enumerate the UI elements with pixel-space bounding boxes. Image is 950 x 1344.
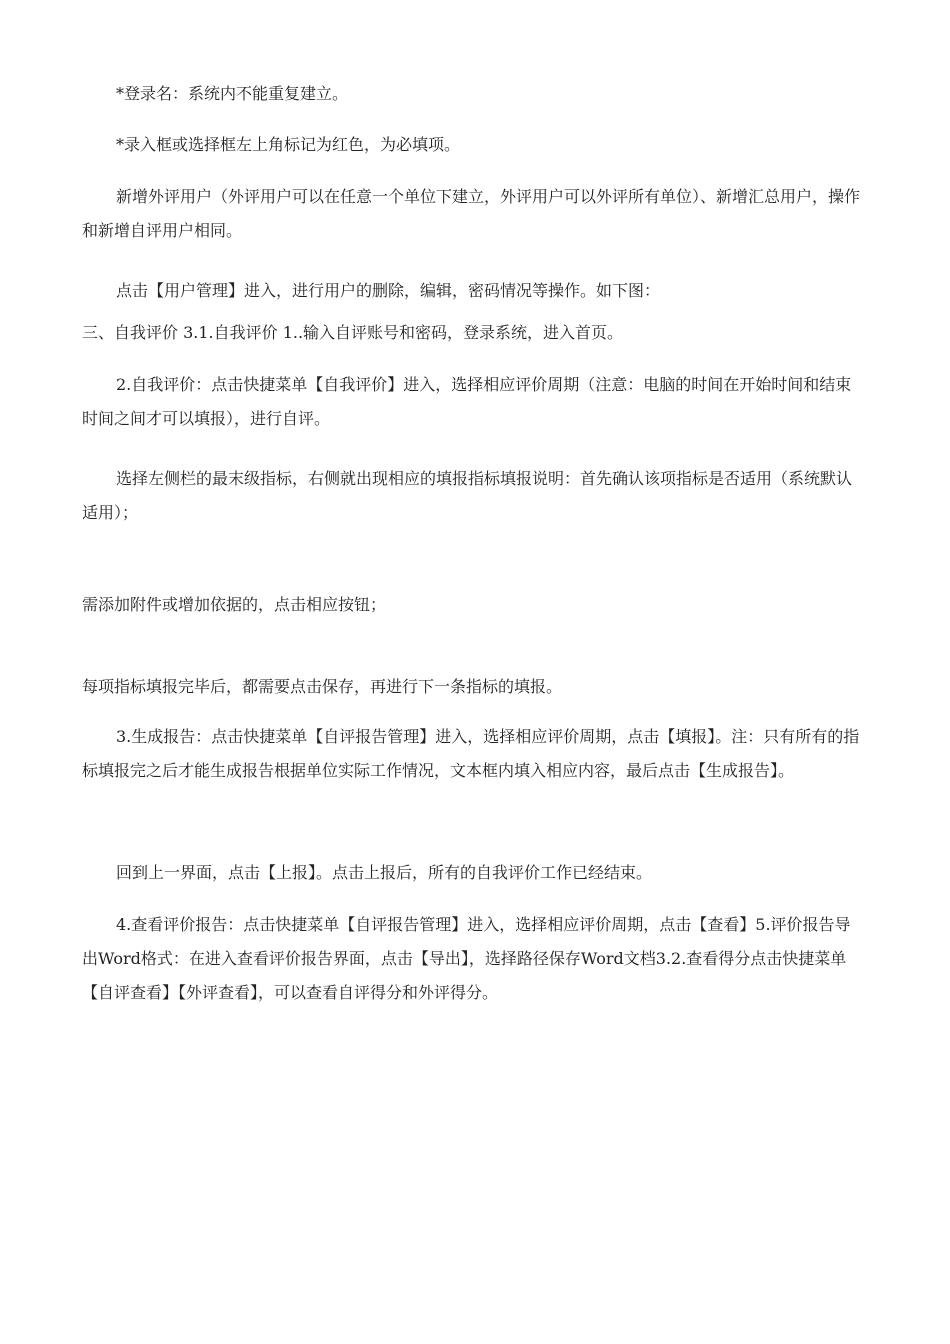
paragraph-select-indicator: 选择左侧栏的最末级指标，右侧就出现相应的填报指标填报说明：首先确认该项指标是否适用（系统默认适用）； [82,469,853,522]
paragraph-user-management: 点击【用户管理】进入，进行用户的删除，编辑，密码情况等操作。如下图： [116,281,661,300]
section-heading-self-evaluation: 三、自我评价 3.1.自我评价 1..输入自评账号和密码，登录系统，进入首页。 [82,323,624,342]
note-login-name: *登录名：系统内不能重复建立。 [116,84,349,103]
paragraph-generate-report: 3.生成报告：点击快捷菜单【自评报告管理】进入，选择相应评价周期，点击【填报】。注：只有所有的指标填报完之后才能生成报告根据单位实际工作情况，文本框内填入相应内容，最后点击【生成报告】。 [82,727,860,780]
paragraph-save-each-indicator: 每项指标填报完毕后，都需要点击保存，再进行下一条指标的填报。 [82,677,563,696]
paragraph-add-external-users: 新增外评用户（外评用户可以在任意一个单位下建立，外评用户可以外评所有单位）、新增汇总用户，操作和新增自评用户相同。 [82,187,861,240]
note-required-fields: *录入框或选择框左上角标记为红色，为必填项。 [116,135,461,154]
paragraph-view-report: 4.查看评价报告：点击快捷菜单【自评报告管理】进入，选择相应评价周期，点击【查看】5.评价报告导出Word格式：在进入查看评价报告界面，点击【导出】，选择路径保存Word文档3.2.查看得分点击快捷菜单【自评查看】【外评查看】，可以查看自评得分和外评得分。 [82,915,851,1002]
paragraph-self-evaluation-step: 2.自我评价：点击快捷菜单【自我评价】进入，选择相应评价周期（注意：电脑的时间在开始时间和结束时间之间才可以填报），进行自评。 [82,375,852,428]
paragraph-submit-report: 回到上一界面，点击【上报】。点击上报后，所有的自我评价工作已经结束。 [116,863,653,882]
paragraph-add-attachment: 需添加附件或增加依据的，点击相应按钮； [82,595,387,614]
